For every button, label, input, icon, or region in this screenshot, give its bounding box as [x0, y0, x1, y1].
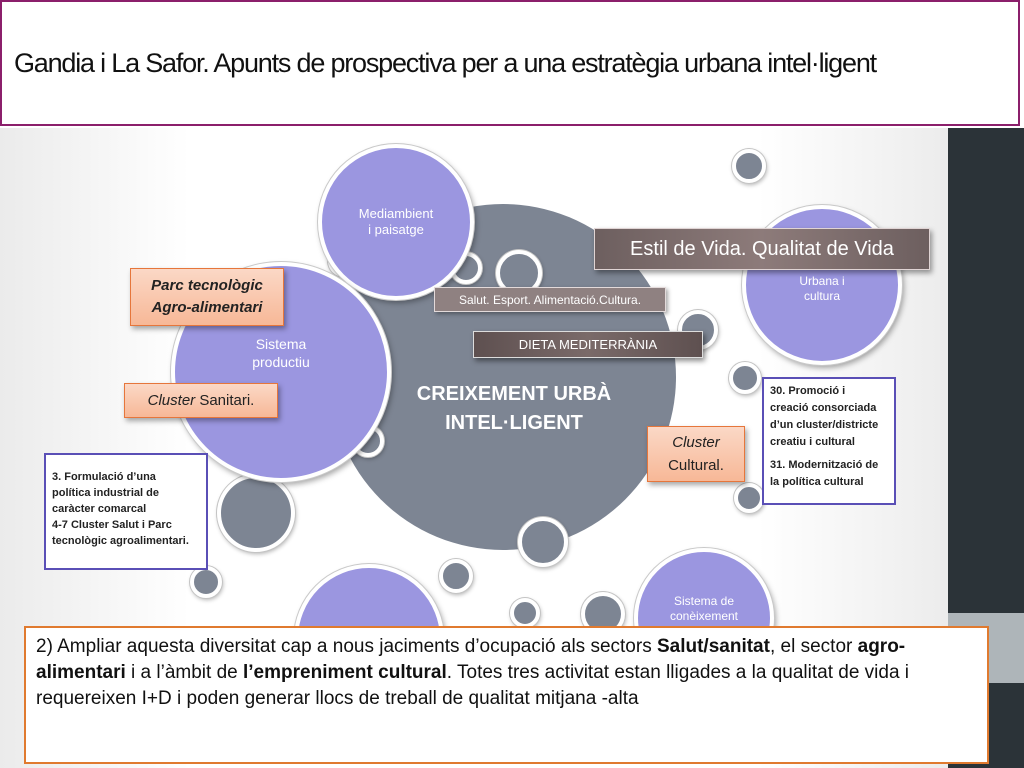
item31-line2: la política cultural [770, 476, 864, 488]
right-measures-box [762, 377, 896, 505]
coneixement-line1: Sistema de [673, 594, 735, 608]
cluster-cultural-line2: Cultural. [668, 457, 724, 474]
center-label [386, 380, 642, 438]
coneixement-line2: conèixement [669, 609, 739, 623]
bottom-text-box [24, 626, 989, 764]
small-circle [518, 517, 568, 567]
urbana-line2: cultura [803, 289, 841, 303]
center-line2: INTEL·LIGENT [445, 412, 583, 434]
left-box-line1: 3. Formulació d’una [52, 471, 156, 483]
small-circle [439, 559, 473, 593]
parc-line1: Parc tecnològic [151, 277, 263, 294]
dieta-mediterrania-banner: DIETA MEDITERRÀNIA [473, 331, 703, 358]
urbana-line1: Urbana i [799, 274, 845, 288]
bottom-text-part1: 2) Ampliar aquesta diversitat cap a nous jaciments d’ocupació als sectors [36, 636, 657, 657]
cluster-cultural-box [647, 426, 745, 482]
bottom-text-bold-salut: Salut/sanitat [656, 636, 770, 657]
sistema-productiu-label [211, 335, 351, 371]
bottom-text-part2: , el sector [769, 636, 858, 657]
cluster-sanitari-italic: Cluster [147, 392, 196, 409]
cluster-cultural-line1: Cluster [672, 434, 720, 451]
left-box-line3: caràcter comarcal [52, 503, 147, 515]
small-circle [729, 362, 761, 394]
bottom-text-part4: . Totes tres activitat estan lligades a la qualitat de vida i requereixen I+D i poden generar llocs de treball de qualitat mitjana -alta [36, 662, 910, 709]
small-circle [190, 566, 222, 598]
left-box-line4: 4-7 Cluster Salut i Parc [52, 519, 172, 531]
urbana-cultura-label [772, 274, 872, 304]
sidebar-dark-panel [948, 128, 1024, 613]
bottom-text-bold-agro: agro-alimentari [36, 636, 906, 683]
left-box-line2: política industrial de [52, 487, 159, 499]
slide-title: Gandia i La Safor. Apunts de prospectiva per a una estratègia urbana intel·ligent [14, 48, 876, 78]
cluster-sanitari-rest: Sanitari. [195, 392, 255, 409]
sistema-productiu-line1: Sistema [255, 336, 307, 352]
item30-line2: creació consorciada [770, 402, 877, 414]
title-bar [0, 0, 1020, 126]
small-circle [734, 483, 764, 513]
sistema-productiu-line2: productiu [252, 354, 310, 370]
center-line1: CREIXEMENT URBÀ [416, 383, 612, 405]
mediambient-line2: i paisatge [368, 222, 424, 237]
small-circle [732, 149, 766, 183]
left-box-line5: tecnològic agroalimentari. [52, 535, 189, 547]
item31-line1: 31. Modernització de [770, 459, 879, 471]
left-measures-box [44, 453, 208, 570]
cluster-sanitari-box [124, 383, 278, 418]
bottom-text-bold-cultural: l’empreniment cultural [243, 662, 447, 683]
item30-line3: d’un cluster/districte [770, 419, 879, 431]
parc-tecnologic-box [130, 268, 284, 326]
bottom-text-part3: i a l’àmbit de [125, 662, 243, 683]
small-circle [510, 598, 540, 628]
mediambient-label [338, 206, 454, 238]
salut-esport-banner: Salut. Esport. Alimentació.Cultura. [434, 287, 666, 312]
coneixement-label [654, 594, 754, 624]
parc-line2: Agro-alimentari [151, 299, 263, 316]
item30-line4: creatiu i cultural [770, 436, 855, 448]
item30-line1: 30. Promoció i [770, 385, 846, 397]
small-circle [217, 474, 295, 552]
estil-de-vida-banner: Estil de Vida. Qualitat de Vida [594, 228, 930, 270]
mediambient-line1: Mediambient [358, 206, 434, 221]
